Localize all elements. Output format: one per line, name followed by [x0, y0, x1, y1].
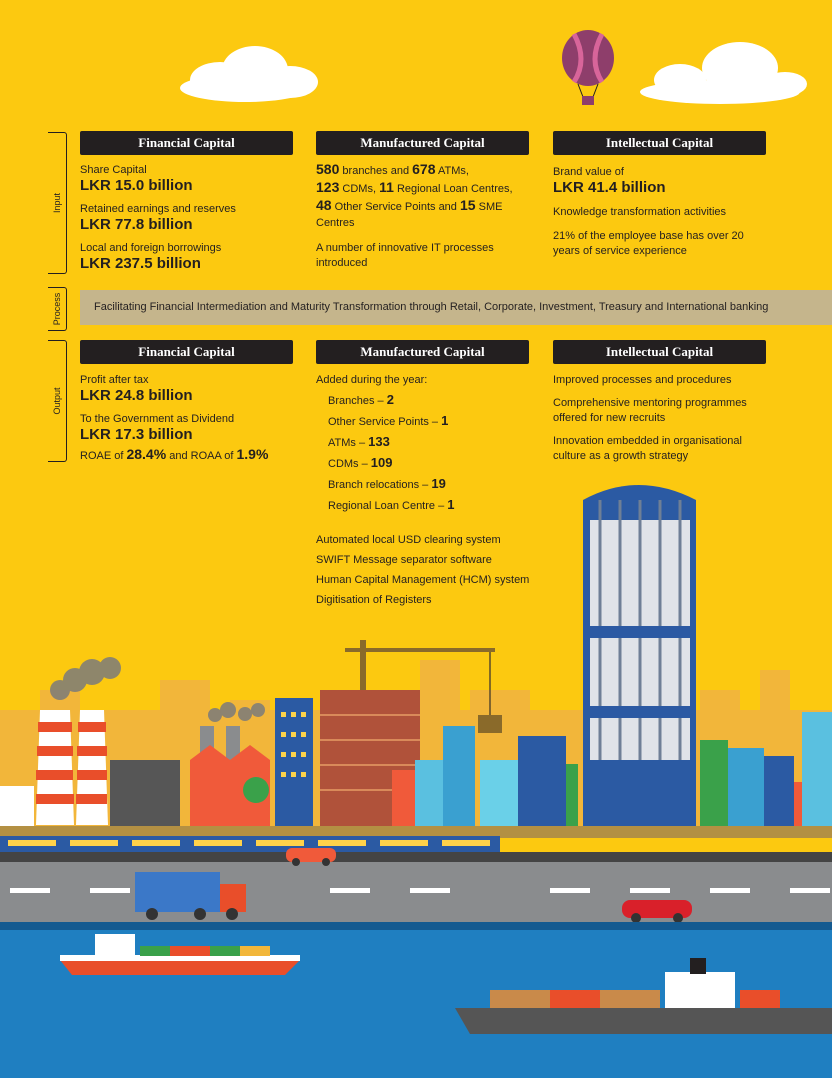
it-processes-note: A number of innovative IT processes introduced: [316, 242, 494, 269]
list-item-label: CDMs –: [328, 458, 371, 470]
atms-count: 678: [412, 161, 436, 177]
process-row-label: Process: [48, 287, 67, 331]
regional-loan-centres-count: 11: [379, 179, 394, 195]
list-item-value: 109: [370, 455, 393, 470]
retained-earnings-label: Retained earnings and reserves: [80, 203, 236, 215]
roae-label: ROAE of: [80, 450, 127, 462]
regional-loan-centres-text: Regional Loan Centres,: [393, 183, 513, 195]
list-item-value: 1: [441, 413, 449, 428]
output-financial-capital-panel: [80, 373, 310, 464]
dividend-value: LKR 17.3 billion: [80, 426, 193, 443]
process-text: Facilitating Financial Intermediation and Maturity Transformation through Retail, Corporate, Investment, Treasury and International banking: [94, 301, 769, 313]
cityscape-illustration: [0, 478, 832, 1078]
list-item-label: Other Service Points –: [328, 416, 442, 428]
atms-text: ATMs,: [435, 165, 469, 177]
list-item: Human Capital Management (HCM) system: [316, 574, 530, 586]
brand-value-label: Brand value of: [553, 166, 624, 178]
list-item-value: 19: [431, 476, 446, 491]
returns-summary: [80, 447, 310, 464]
list-item: Digitisation of Registers: [316, 594, 432, 606]
list-item: Comprehensive mentoring programmes offered for new recruits: [553, 397, 747, 424]
sme-centres-count: 15: [459, 197, 476, 213]
list-item: SWIFT Message separator software: [316, 554, 492, 566]
input-manufactured-capital-panel: [316, 161, 541, 271]
roaa-label: and ROAA of: [166, 450, 237, 462]
input-financial-capital-header: Financial Capital: [80, 131, 293, 155]
input-row-label: Input: [48, 132, 67, 274]
list-item: [328, 432, 556, 453]
branches-text: branches and: [339, 165, 413, 177]
sme-text: SME: [475, 201, 503, 213]
list-item: Improved processes and procedures: [553, 374, 732, 386]
profit-after-tax-value: LKR 24.8 billion: [80, 387, 193, 404]
input-intellectual-capital-panel: [553, 165, 773, 259]
list-item: [328, 453, 556, 474]
list-item-label: Branch relocations –: [328, 479, 432, 491]
profit-after-tax-label: Profit after tax: [80, 374, 149, 386]
other-service-points-count: 48: [316, 197, 332, 213]
cdms-text: CDMs,: [339, 183, 380, 195]
input-financial-capital-panel: [80, 163, 300, 272]
brand-value: LKR 41.4 billion: [553, 179, 666, 196]
roaa-value: 1.9%: [236, 446, 269, 462]
list-item-value: 2: [386, 392, 394, 407]
output-intellectual-capital-panel: [553, 373, 768, 464]
list-item-value: 133: [368, 434, 390, 449]
list-item: [328, 411, 556, 432]
sky-illustration: [0, 0, 832, 130]
cdms-count: 123: [316, 179, 340, 195]
input-manufactured-capital-header: Manufactured Capital: [316, 131, 529, 155]
other-service-points-text: Other Service Points and: [331, 201, 460, 213]
centres-text: Centres: [316, 217, 355, 229]
network-summary: [316, 161, 541, 231]
knowledge-transformation-item: Knowledge transformation activities: [553, 206, 727, 218]
list-item: Innovation embedded in organisational culture as a growth strategy: [553, 435, 742, 462]
cloud-icon: [640, 42, 807, 104]
list-item-label: Branches –: [328, 395, 387, 407]
cloud-icon: [180, 46, 318, 102]
list-item: Automated local USD clearing system: [316, 534, 501, 546]
skyscraper-icon: [583, 485, 696, 826]
roae-value: 28.4%: [126, 446, 167, 462]
list-item-value: 1: [447, 497, 455, 512]
building-icon: [275, 698, 313, 826]
hot-air-balloon-icon: [562, 30, 614, 105]
list-item-label: Regional Loan Centre –: [328, 500, 448, 512]
employee-experience-item: 21% of the employee base has over 20 years of service experience: [553, 230, 744, 257]
borrowings-label: Local and foreign borrowings: [80, 242, 222, 254]
output-intellectual-capital-header: Intellectual Capital: [553, 340, 766, 364]
train-icon: [0, 836, 500, 852]
output-financial-capital-header: Financial Capital: [80, 340, 293, 364]
share-capital-value: LKR 15.0 billion: [80, 177, 193, 194]
borrowings-value: LKR 237.5 billion: [80, 255, 201, 272]
dividend-label: To the Government as Dividend: [80, 413, 235, 425]
retained-earnings-value: LKR 77.8 billion: [80, 216, 193, 233]
output-row-label: Output: [48, 340, 67, 462]
output-manufactured-capital-header: Manufactured Capital: [316, 340, 529, 364]
branches-count: 580: [316, 161, 340, 177]
list-item-label: ATMs –: [328, 437, 369, 449]
share-capital-label: Share Capital: [80, 164, 147, 176]
added-during-year-label: Added during the year:: [316, 374, 428, 386]
process-band: [80, 290, 832, 325]
input-intellectual-capital-header: Intellectual Capital: [553, 131, 766, 155]
list-item: [328, 390, 556, 411]
